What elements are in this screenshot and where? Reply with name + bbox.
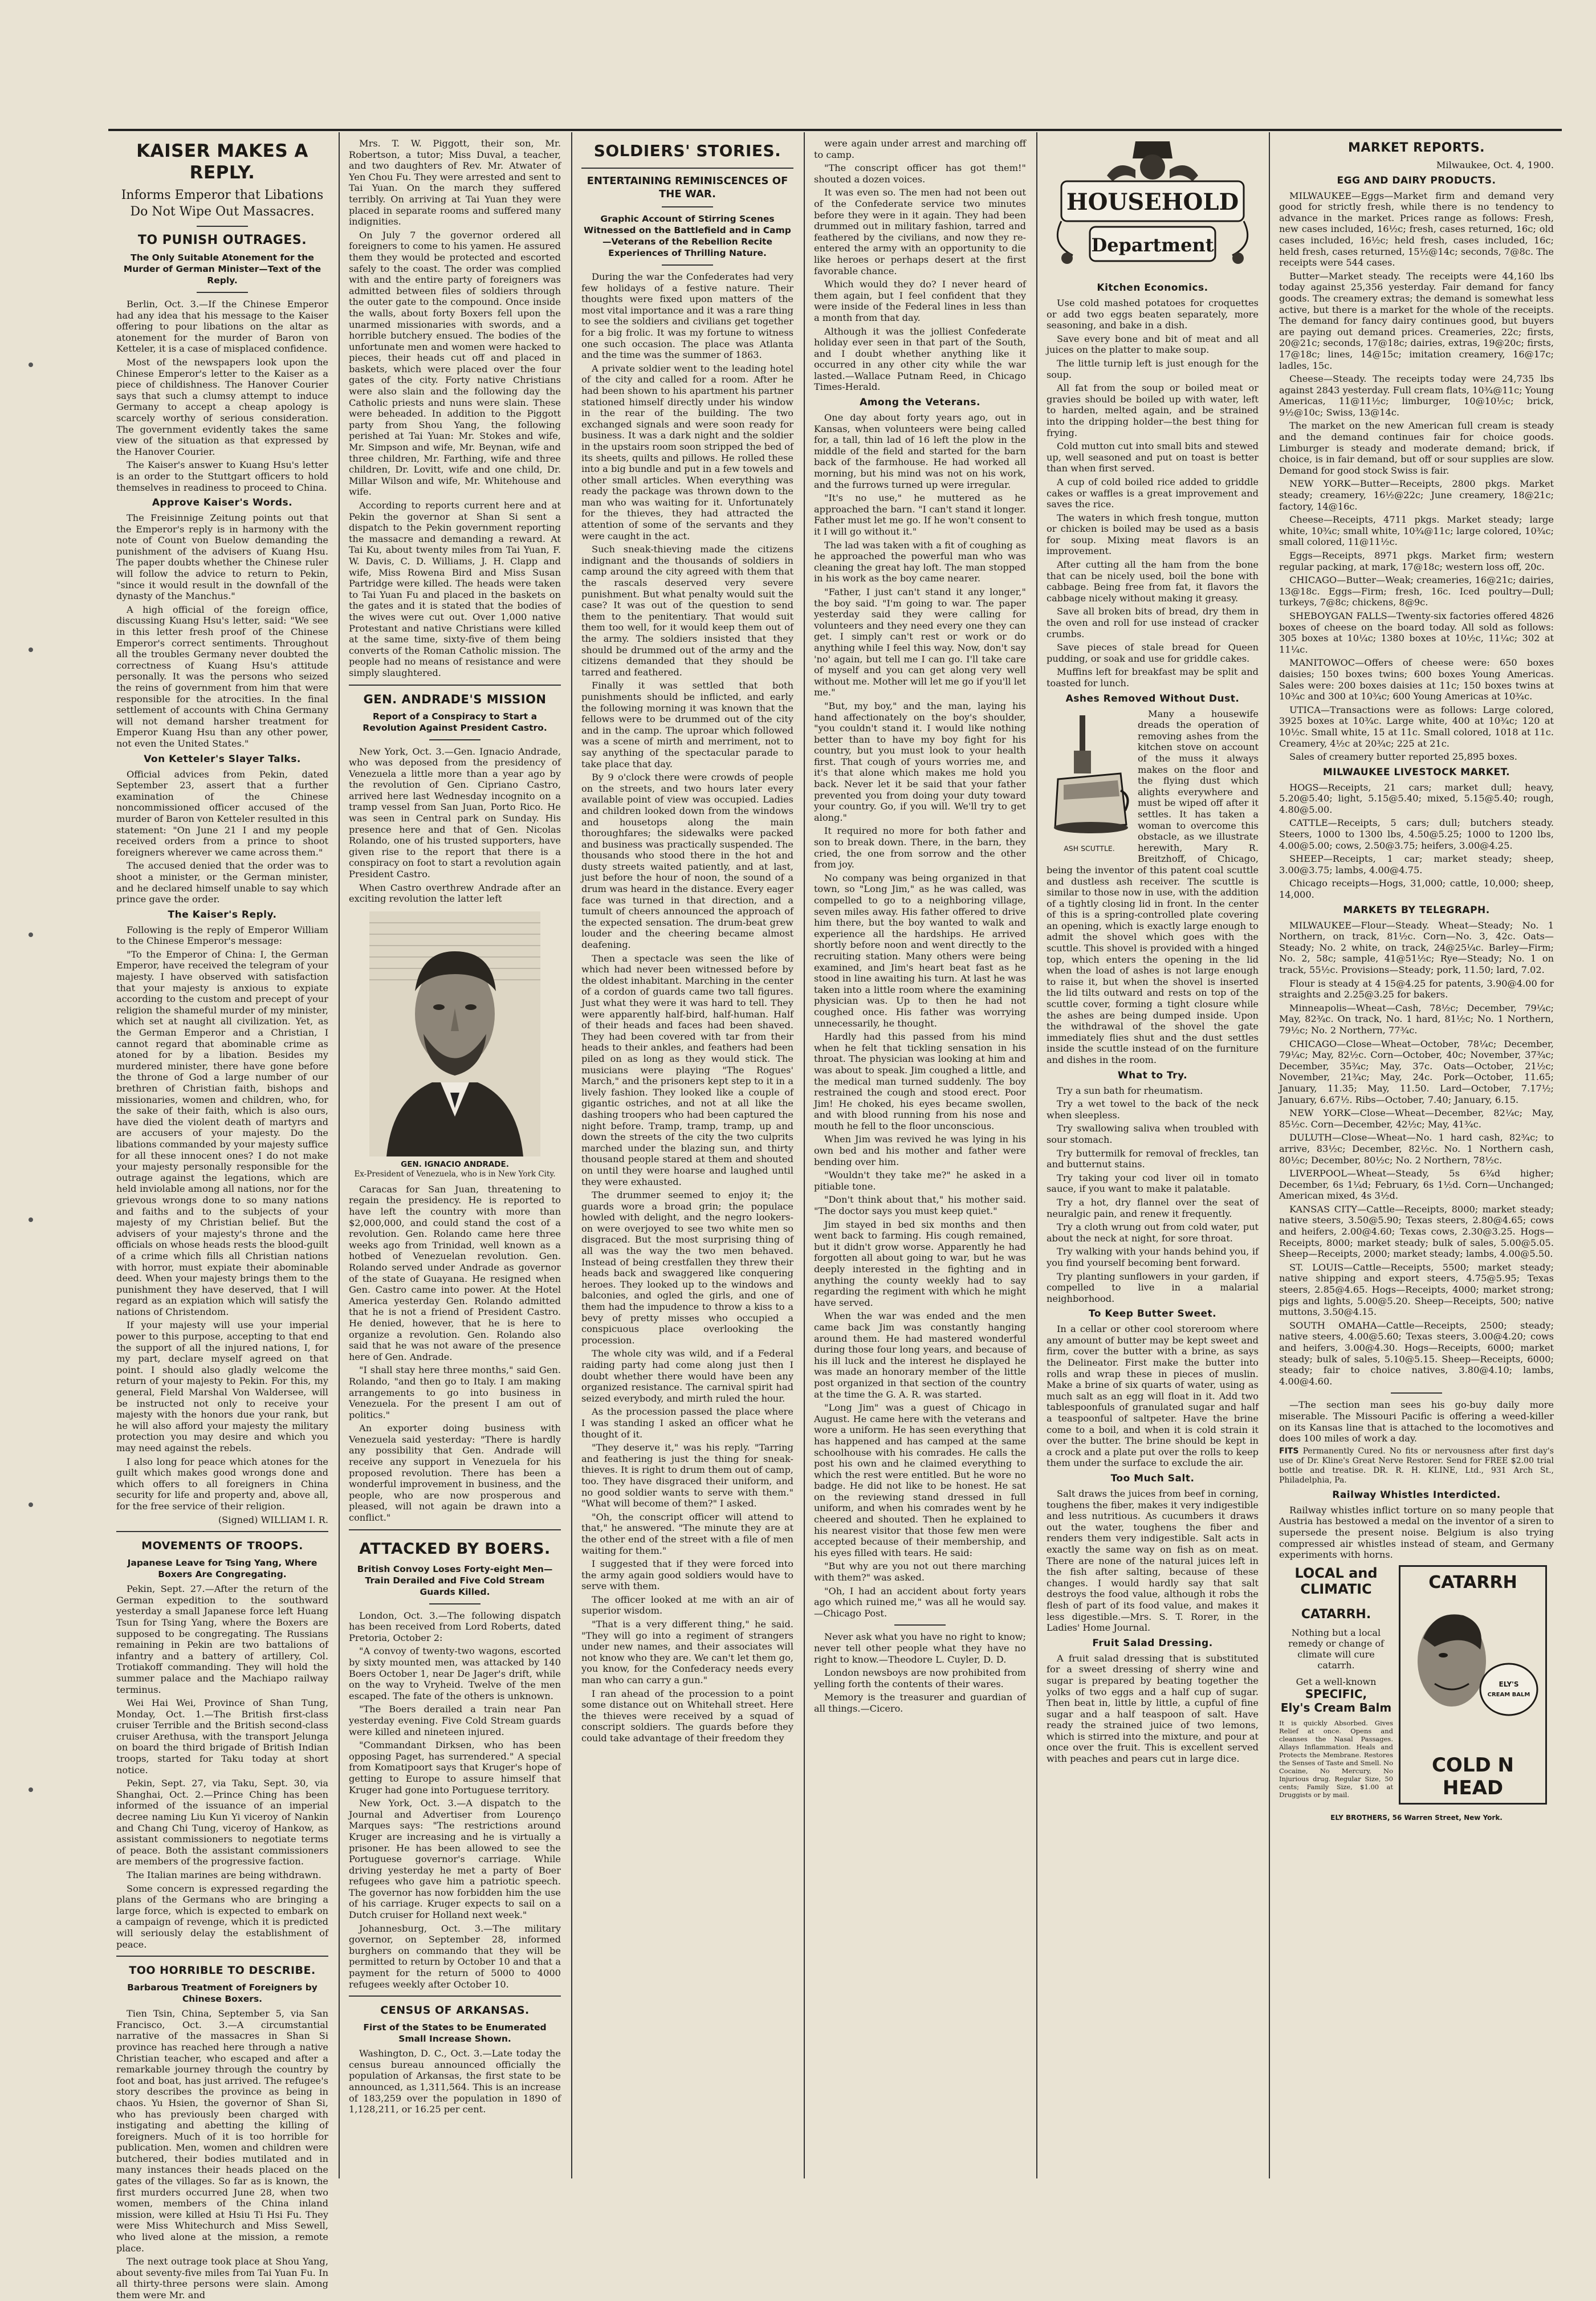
deck-census: First of the States to be Enumerated Small Increase Shown. bbox=[363, 2022, 547, 2045]
headline-boers: ATTACKED BY BOERS. bbox=[359, 1540, 551, 1558]
banner-punish: TO PUNISH OUTRAGES. bbox=[137, 233, 307, 247]
subhead-egg-dairy: EGG AND DAIRY PRODUCTS. bbox=[1337, 174, 1496, 186]
market-paragraph: SOUTH OMAHA—Cattle—Receipts, 2500; steady; native steers, 4.00@5.60; Texas steers, 3.00@4.20; cows and heifers, 3.00@4.30. Hogs—Receipts, 6000; market steady; bulk of sales, 5.10@5.15. Sheep—Receipts, 6000; steady; fair to choice natives, 3.80@4.10; lambs, 4.00@4.60. bbox=[1279, 1319, 1554, 1387]
market-paragraph: HOGS—Receipts, 21 cars; market dull; heavy, 5.20@5.40; light, 5.15@5.40; mixed, 5.15@5.40; rough, 4.80@5.00. bbox=[1279, 781, 1554, 815]
column-6 bbox=[1271, 132, 1562, 2178]
face-jar-illustration bbox=[1400, 1593, 1545, 1746]
paragraph: All fat from the soup or boiled meat or gravies should be boiled up with water, left to harden, melted again, and be strained into the dripping holder—the best thing for frying. bbox=[1047, 382, 1259, 438]
deck-troops: Japanese Leave for Tsing Yang, Where Boxers Are Congregating. bbox=[127, 1558, 317, 1580]
paragraph: "Father, I just can't stand it any longer," the boy said. "I'm going to war. The paper yesterday said they were calling for volunteers and they need every one they can get. I simply can't rest or work or do anything while I feel this way. Now, don't say 'no' again, but tell me I can go. I'll take care of myself and you can get along very well without me. Mother will let me go if you'll let me." bbox=[814, 586, 1026, 698]
try-item: Try a sun bath for rheumatism. bbox=[1057, 1085, 1203, 1096]
column-rule bbox=[804, 132, 805, 2178]
paragraph: "The Boers derailed a train near Pan yesterday evening. Five Cold Stream guards were killed and nineteen injured. bbox=[349, 1704, 561, 1737]
divider bbox=[429, 1603, 481, 1604]
paragraph: I also long for peace which atones for the guilt which makes good wrongs done and which offers to all foreigners in China security for life and property and, above all, for the free service of their religion. bbox=[116, 1456, 328, 1512]
paragraph: Many a housewife dreads the operation of removing ashes from the kitchen stove on account of the muss it always makes on the floor and the flying dust which alights everywhere and must be wiped off after it settles. It has taken a woman to overcome this obstacle, as we illustrate herewith, Mary R. Breitzhoff, of Chicago, being the inventor of this patent coal scuttle and dustless ash receiver. The scuttle is similar to those now in use, with the addition of a tightly closing lid in front. In the center of this is a spring-controlled plate covering an opening, which is exactly large enough to admit the shovel which goes with the scuttle. This shovel is provided with a hinged top, which enters the opening in the lid when the load of ashes is not large enough to raise it, but when the shovel is inserted the lid tilts outward and rests on top of the scuttle cover, forming a tight closure while the ashes are being dumped inside. Upon the withdrawal of the shovel the gate immediately flies shut and the dust settles inside the scuttle instead of on the furniture and dishes in the room. bbox=[1047, 708, 1259, 1065]
headline-fruit-salad: Fruit Salad Dressing. bbox=[1092, 1637, 1213, 1649]
paragraph: The officer looked at me with an air of superior wisdom. bbox=[581, 1594, 793, 1616]
household-department-logo bbox=[1050, 136, 1255, 278]
market-paragraph: Cheese—Receipts, 4711 pkgs. Market steady; large white, 10¾c; small white, 10¾@11c; large colored, 10¾c; small colored, 11@11½c. bbox=[1279, 514, 1554, 548]
try-item: Try buttermilk for removal of freckles, tan and butternut stains. bbox=[1047, 1147, 1259, 1170]
paragraph: Muffins left for breakfast may be split and toasted for lunch. bbox=[1047, 666, 1259, 689]
paragraph: The whole city was wild, and if a Federal raiding party had come along just then I doubt whether there would have been any organized resistance. The carnival spirit had seized everybody, and mirth ruled the hour. bbox=[581, 1348, 793, 1404]
top-rule bbox=[108, 129, 1562, 131]
headline-what-to-try: What to Try. bbox=[1117, 1069, 1188, 1081]
market-paragraph: CATTLE—Receipts, 5 cars; dull; butchers steady. Steers, 1000 to 1300 lbs, 4.50@5.25; 1000 to 1200 lbs, 4.00@5.00; cows, 2.50@3.75; heifers, 3.00@4.25. bbox=[1279, 817, 1554, 851]
paragraph: Pekin, Sept. 27.—After the return of the German expedition to the southward yesterday a small Japanese force left Huang Tsun for Tsing Yang, where the Boxers are supposed to be congregating. The Russians remaining in Pekin are two battalions of infantry and a battery of artillery, Col. Trotiakoff commanding. They will hold the summer palace and the Machiapo railway terminus. bbox=[116, 1583, 328, 1695]
paragraph: The Kaiser's answer to Kuang Hsu's letter is an order to the Stuttgart officers to hold themselves in readiness to proceed to China. bbox=[116, 459, 328, 493]
scuttle-caption: ASH SCUTTLE. bbox=[1064, 844, 1115, 853]
column-rule bbox=[571, 132, 572, 2178]
paragraph: New York, Oct. 3.—A dispatch to the Journal and Advertiser from Lourenço Marques says: "The restrictions around Kruger are increasing and he is virtually a prisoner. He has been allowed to see the Portuguese governor's carriage. While driving yesterday he met a party of Boer refugees who gave him a patriotic speech. The governor has now forbidden him the use of his carriage. Kruger expects to sail on a Dutch cruiser for Holland next week." bbox=[349, 1798, 561, 1921]
paragraph: The little turnip left is just enough for the soup. bbox=[1047, 357, 1259, 380]
paragraph: When Castro overthrew Andrade after an exciting revolution the latter left bbox=[349, 882, 561, 905]
paragraph: A cup of cold boiled rice added to griddle cakes or waffles is a great improvement and saves the rice. bbox=[1047, 476, 1259, 510]
paragraph: A high official of the foreign office, discussing Kuang Hsu's letter, said: "We see in this letter fresh proof of the Chinese Emperor's correct sentiments. Throughout all the troubles Germany never doubted the correctness of Kuang Hsu's attitude personally. It was the persons who seized the reins of government from him that were responsible for the atrocities. In the final settlement of accounts with China Germany will not demand harsher treatment for Emperor Kuang Hsu than any other power, not even the United States." bbox=[116, 604, 328, 749]
market-paragraph: SHEBOYGAN FALLS—Twenty-six factories offered 4826 boxes of cheese on the board today. All sold as follows: 305 boxes at 10¼c; 1380 boxes at 10½c, 11¼c; 302 at 11¼c. bbox=[1279, 610, 1554, 655]
paragraph: By 9 o'clock there were crowds of people on the streets, and two hours later every available point of view was occupied. Ladies and children looked down from the windows and housetops along the main thoroughfares; the sidewalks were packed and business was practically suspended. The thousands who stood there in the hot and dusty streets waited patiently, and at last, just before the hour of noon, the sound of a drum was heard in the distance. Every eager face was turned in that direction, and a tumult of cheers announced the approach of the expected sensation. The drum-beat grew louder and the cheering became almost deafening. bbox=[581, 772, 793, 951]
paragraph: "Wouldn't they take me?" he asked in a pitiable tone. bbox=[814, 1170, 1026, 1192]
jar-label: CREAM BALM bbox=[1487, 1691, 1530, 1698]
market-paragraph: DULUTH—Close—Wheat—No. 1 hard cash, 82¾c; to arrive, 83½c; December, 82½c. No. 1 Northern cash, 80½c; December, 80½c; No. 2 Northern, 78½c. bbox=[1279, 1132, 1554, 1166]
paragraph: It was even so. The men had not been out of the Confederate service two minutes before they were in it again. They had been drummed out in military fashion, tarred and feathered by the civilians, and now they re-entered the army with an opportunity to die like heroes or perhaps desert at the first favorable chance. bbox=[814, 187, 1026, 276]
paragraph: "Long Jim" was a guest of Chicago in August. He came here with the veterans and wore a uniform. He has seen everything that has happened and has camped at the same schoolhouse with his comrades. He calls the post his own and he claimed everything to which the rest were entitled. But he wore no badge. He did not like to be honest. He sat on the reviewing stand dressed in full uniform, and when his comrades went by he cheered and shouted. Then he explained to his nearest visitor that those few men were accepted because of their membership, and his eyes filled with tears. He said: bbox=[814, 1402, 1026, 1558]
deck-andrade: Report of a Conspiracy to Start a Revolution Against President Castro. bbox=[363, 711, 547, 733]
paragraph: "Oh, the conscript officer will attend to that," he answered. "The minute they are at the other end of the street with a file of men waiting for them." bbox=[581, 1511, 793, 1556]
market-paragraph: MILWAUKEE—Flour—Steady. Wheat—Steady; No. 1 Northern, on track, 81½c. Corn—No. 3, 42c. Oats—Steady; No. 2 white, on track, 24@25¼c. Barley—Firm; No. 2, 58c; sample, 41@51½c; Rye—Steady; No. 1 on track, 55½c. Provisions—Steady; pork, 11.50; lard, 7.02. bbox=[1279, 919, 1554, 975]
paragraph: I suggested that if they were forced into the army again good soldiers would have to serve with them. bbox=[581, 1558, 793, 1592]
paragraph: After cutting all the ham from the bone that can be nicely used, boil the bone with cabbage. Being free from fat, it flavors the cabbage nicely without making it greasy. bbox=[1047, 559, 1259, 604]
paragraph: One day about forty years ago, out in Kansas, when volunteers were being called for, a tall, thin lad of 16 left the plow in the middle of the field and started for the barn back of the farmhouse. He had worked all morning, but his mind was not on his work, and the furrows turned up were irregular. bbox=[814, 412, 1026, 490]
market-paragraph: UTICA—Transactions were as follows: Large colored, 3925 boxes at 10¾c. Large white, 400 at 10¾c; 120 at 10½c. Small white, 15 at 11c. Small colored, 1018 at 11c. Creamery, 4½c at 20¾c; 225 at 21c. bbox=[1279, 704, 1554, 749]
paragraph: Johannesburg, Oct. 3.—The military governor, on September 28, informed burghers on commando that they will be permitted to return by October 10 and that a payment for the return of 5000 to 4000 refugees weekly after October 10. bbox=[349, 1923, 561, 1990]
market-paragraph: ST. LOUIS—Cattle—Receipts, 5500; market steady; native shipping and export steers, 4.75@5.95; Texas steers, 2.85@4.65. Hogs—Receipts, 4000; market strong; pigs and lights, 5.00@5.20. Sheep—Receipts, 500; native muttons, 3.50@4.15. bbox=[1279, 1261, 1554, 1318]
paragraph: A private soldier went to the leading hotel of the city and called for a room. After he had been shown to his apartment his partner stationed himself directly under his window in the rear of the building. The two exchanged signals and were soon ready for business. It was a dark night and the soldier in the upstairs room soon stripped the bed of its sheets, quilts and pillows. He rolled these into a big bundle and put in a few towels and other small articles. When everything was ready the package was thrown down to the man who was waiting for it. Unfortunately for the thieves, they had attracted the attention of some of the servants and they were caught in the act. bbox=[581, 363, 793, 541]
headline-troops: MOVEMENTS OF TROOPS. bbox=[141, 1540, 303, 1553]
market-paragraph: LIVERPOOL—Wheat—Steady, 5s 6¾d higher; December, 6s 1¼d; February, 6s 1½d. Corn—Unchanged; American mixed, 4s 3½d. bbox=[1279, 1168, 1554, 1202]
paragraph: When the war was ended and the men came back Jim was constantly hanging around them. He had mastered wonderful during those four long years, and because of his ill luck and the interest he displayed he was made an honorary member of the little post organized in that section of the country at the time the G. A. R. was started. bbox=[814, 1310, 1026, 1400]
market-dateline: Milwaukee, Oct. 4, 1900. bbox=[1436, 160, 1554, 170]
market-paragraph: NEW YORK—Close—Wheat—December, 82¼c; May, 85½c. Corn—December, 42½c; May, 41¾c. bbox=[1279, 1107, 1554, 1130]
deck-soldiers-2: Graphic Account of Stirring Scenes Witnessed on the Battlefield and in Camp—Veterans of the Rebellion Recite Experiences of Thrilling Nature. bbox=[584, 214, 791, 258]
divider bbox=[662, 264, 713, 266]
divider bbox=[116, 1531, 328, 1532]
try-item: Try a cloth wrung out from cold water, put about the neck at night, for sore throat. bbox=[1047, 1221, 1259, 1244]
headline-ashes: Ashes Removed Without Dust. bbox=[1065, 693, 1240, 704]
paragraph: It required no more for both father and son to break down. There, in the barn, they cried, the one from sorrow and the other from joy. bbox=[814, 825, 1026, 870]
paragraph: Caracas for San Juan, threatening to regain the presidency. He is reported to have left the country with more than $2,000,000, and could stand the cost of a revolution. Gen. Rolando came here three weeks ago from Trinidad, well known as a hotbed of Venezuelan revolution. Gen. Rolando served under Andrade as governor of the state of Guayana. He resigned when Gen. Castro came into power. At the Hotel America yesterday Gen. Rolando admitted that he is not a friend of President Castro. He denied, however, that he is here to organize a revolution. Gen. Rolando also said that he was not aware of the presence here of Gen. Andrade. bbox=[349, 1183, 561, 1362]
paragraph: Although it was the jolliest Confederate holiday ever seen in that part of the South, and I doubt whether anything like it occurred in any other city while the war lasted.—Wallace Putnam Reed, in Chicago Times-Herald. bbox=[814, 325, 1026, 393]
divider bbox=[662, 206, 713, 207]
fits-advertisement bbox=[1279, 1447, 1554, 1485]
divider bbox=[197, 226, 248, 227]
paragraph: Most of the newspapers look upon the Chinese Emperor's letter to the Kaiser as a piece of childishness. The Hanover Courier says that such a clumsy attempt to induce Germany to accept a cheap apology is scarcely worthy of serious consideration. The government evidently takes the same view of the situation as that expressed by the Hanover Courier. bbox=[116, 356, 328, 457]
ad-box-cold-in-head: COLD N HEAD bbox=[1431, 1753, 1514, 1799]
paragraph: According to reports current here and at Pekin the governor at Shan Si sent a dispatch to the Pekin government reporting the massacre and demanding a reward. At Tai Ku, about twenty miles from Tai Yuan, F. W. Davis, C. D. Williams, J. H. Clapp and wife, Miss Rowena Bird and Miss Susan Partridge were killed. The heads were taken to Tai Yuan Fu and placed in the baskets on the gates and it is stated that the bodies of the wives were cut out. Over 1,000 native Protestant and native Christians were killed at the same time, sixty-five of them being converts of the Roman Catholic mission. The people had no means of resistance and were simply slaughtered. bbox=[349, 500, 561, 678]
paragraph: "It's no use," he muttered as he approached the barn. "I can't stand it longer. Father must let me go. If he won't consent to it I will go without it." bbox=[814, 492, 1026, 537]
try-item: Try walking with your hands behind you, if you find yourself becoming bent forward. bbox=[1047, 1246, 1259, 1268]
subhead: Von Ketteler's Slayer Talks. bbox=[144, 753, 301, 765]
catarrh-ad-text bbox=[1279, 1565, 1393, 1799]
paragraph: Use cold mashed potatoes for croquettes or add two eggs beaten separately, more seasoning, and bake in a dish. bbox=[1047, 298, 1259, 331]
paragraph: "A convoy of twenty-two wagons, escorted by sixty mounted men, was attacked by 140 Boers October 1, near De Jager's drift, while on the way to Vryheid. Twelve of the men escaped. The fate of the others is unknown. bbox=[349, 1646, 561, 1701]
paragraph: London newsboys are now prohibited from yelling forth the contents of their wares. bbox=[814, 1667, 1026, 1689]
try-item: Try a hot, dry flannel over the seat of neuralgic pain, and renew it frequently. bbox=[1047, 1196, 1259, 1219]
divider bbox=[349, 1529, 561, 1530]
market-paragraph: Flour is steady at 4 15@4.25 for patents, 3.90@4.00 for straights and 2.25@3.25 for bakers. bbox=[1279, 978, 1554, 1000]
paragraph: were again under arrest and marching off to camp. bbox=[814, 138, 1026, 160]
paragraph: Some concern is expressed regarding the plans of the Germans who are bringing a large force, which is expected to embark on a campaign of revenge, which it is predicted will seriously delay the establishment of peace. bbox=[116, 1883, 328, 1950]
fits-text: Permanently Cured. No fits or nervousness after first day's use of Dr. Kline's Great Nerve Restorer. Send for FREE $2.00 trial bottle and treatise. DR. R. H. KLINE, Ltd., 931 Arch St., Philadelphia, Pa. bbox=[1279, 1446, 1554, 1485]
paragraph: If your majesty will use your imperial power to this purpose, accepting to that end the support of all the injured nations, I, for my part, declare myself agreed on that point. I should also gladly welcome the return of your majesty to Pekin. For this, my general, Field Marshal Von Waldersee, will be instructed not only to receive your majesty with the honors due your rank, but he will also afford your majesty the military protection you may desire and which you may need against the rebels. bbox=[116, 1319, 328, 1453]
deck-horrible: Barbarous Treatment of Foreigners by Chinese Boxers. bbox=[127, 1982, 317, 2005]
headline-kaiser: KAISER MAKES A REPLY. bbox=[136, 141, 308, 183]
paragraph: A fruit salad dressing that is substituted for a sweet dressing of sherry wine and sugar is prepared by beating together the yolks of two eggs and a half cup of sugar. Then beat in, little by little, a cupful of fine sugar and a half teaspoon of salt. Have ready the strained juice of two lemons, which is stirred into the mixture, and pour at once over the fruit. This is excellent served with peaches and pears cut in large dice. bbox=[1047, 1652, 1259, 1765]
market-paragraph: CHICAGO—Butter—Weak; creameries, 16@21c; dairies, 13@18c. Eggs—Firm; fresh, 16c. Iced poultry—Dull; turkeys, 7@8c; chickens, 8@9c. bbox=[1279, 575, 1554, 608]
paragraph: Cold mutton cut into small bits and stewed up, well seasoned and put on toast is better than when first served. bbox=[1047, 441, 1259, 474]
column-4 bbox=[806, 132, 1034, 2178]
column-3 bbox=[573, 132, 801, 2178]
market-paragraph: The market on the new American full cream is steady and the demand continues fair for choice goods. Limburger is steady and moderate demand; brick, if choice, is in fair demand, but off or sour supplies are slow. Demand for good stock Swiss is fair. bbox=[1279, 420, 1554, 476]
divider bbox=[1391, 1392, 1442, 1394]
paragraph: No company was being organized in that town, so "Long Jim," as he was called, was compelled to go to a neighboring village, seven miles away. His father offered to drive him there, but the boy wanted to walk and experience all the hardships. He arrived shortly before noon and went directly to the recruiting station. Many others were being examined, and Jim's heart beat fast as he stood in line awaiting his turn. At last he was taken into a little room where the examining physician was. Up to then he had not coughed once. His father was worrying unnecessarily, he thought. bbox=[814, 872, 1026, 1029]
paragraph: Official advices from Pekin, dated September 23, assert that a further examination of the Chinese noncommissioned officer accused of the murder of Baron von Ketteler resulted in this statement: "On June 21 I and my people received orders from a prince to shoot foreigners wherever we came across them." bbox=[116, 768, 328, 858]
headline-salt: Too Much Salt. bbox=[1110, 1473, 1195, 1484]
ash-scuttle-icon bbox=[1047, 711, 1132, 842]
ad-description: It is quickly Absorbed. Gives Relief at once. Opens and cleanses the Nasal Passages. Allays Inflammation. Heals and Protects the Membrane. Restores the Senses of Taste and Smell. No Cocaine, No Mercury, No Injurious drug. Regular Size, 50 cents; Family Size, $1.00 at Druggists or by mail. bbox=[1279, 1718, 1393, 1799]
paragraph: During the war the Confederates had very few holidays of a festive nature. Their thoughts were fixed upon matters of the most vital importance and it was a rare thing to see the soldiers and civilians get together for a big frolic. It was my fortune to witness one such occasion. The place was Atlanta and the time was the summer of 1863. bbox=[581, 271, 793, 361]
market-paragraph: NEW YORK—Butter—Receipts, 2800 pkgs. Market steady; creamery, 16½@22c; June creamery, 18@21c; factory, 14@16c. bbox=[1279, 478, 1554, 512]
headline-market-reports: MARKET REPORTS. bbox=[1347, 141, 1485, 155]
paragraph: Then a spectacle was seen the like of which had never been witnessed before by the oldest inhabitant. Marching in the center of a cordon of guards came two tall figures. Just what they were it was hard to tell. They were apparently half-bird, half-human. Half of their heads and faces had been shaved. They had been covered with tar from their heads to their ankles, and feathers had been piled on as long as they would stick. The musicians were playing "The Rogues' March," and the prisoners kept step to it in a lively fashion. They looked like a couple of gigantic ostriches, and not at all like the dashing troopers who had been captured the night before. Tramp, tramp, tramp, up and down the streets of the city the two culprits marched under the blazing sun, and thirty thousand people stared at them and shouted on until they were hoarse and laughed until they were exhausted. bbox=[581, 952, 793, 1187]
fits-title: FITS bbox=[1279, 1446, 1299, 1456]
column-rule bbox=[1036, 132, 1037, 2178]
paragraph: Which would they do? I never heard of them again, but I feel confident that they were inside of the Federal lines in less than a month from that day. bbox=[814, 279, 1026, 323]
paragraph: The accused denied that the order was to shoot a minister, or the German minister, and he declared himself unable to say which prince gave the order. bbox=[116, 860, 328, 905]
paragraph: An exporter doing business with Venezuela said yesterday: "There is hardly any possibility that Gen. Andrade will receive any support in Venezuela for his proposed revolution. There has been a wonderful improvement in business, and the people, who are now prosperous and pleased, will not again be drawn into a conflict." bbox=[349, 1423, 561, 1524]
paragraph: The lad was taken with a fit of coughing as he approached the powerful man who was cleaning the great hay loft. The man stopped in his work as the boy came nearer. bbox=[814, 539, 1026, 584]
headline-horrible: TOO HORRIBLE TO DESCRIBE. bbox=[129, 1964, 316, 1977]
paragraph: Such sneak-thieving made the citizens indignant and the thousands of soldiers in camp around the city agreed with them that the rascals deserved very severe punishment. But what penalty would suit the case? It was out of the question to send them to the penitentiary. That would suit them too well, for it would keep them out of the army. The soldiers insisted that they should be drummed out of the army and the citizens demanded that they should be tarred and feathered. bbox=[581, 544, 793, 678]
ash-scuttle-article bbox=[1047, 708, 1259, 1066]
column-2 bbox=[341, 132, 569, 2178]
paragraph: On July 7 the governor ordered all foreigners to come to his yamen. He assured them they would be protected and escorted safely to the coast. The order was complied with and the entire party of foreigners was admitted between files of soldiers through the outer gate to the compound. Once inside the walls, about forty Boxers fell upon the unarmed missionaries with swords, and a horrible butchery ensued. The bodies of the unfortunate men and women were hacked to pieces, their heads cut off and placed in baskets, which were placed over the four gates of the city. Forty native Christians were also slain and the following day the Catholic priests and nuns were slain. These were beheaded. In addition to the Piggott party from Shou Yang, the following perished at Tai Yuan: Mr. Stokes and wife, Mr. Simpson and wife, Mr. Beynan, wife and three children, Mr. Farthing, wife and three children, Dr. Lovitt, wife and one child, Dr. Millar Wilson and wife, Mr. Whitehouse and wife. bbox=[349, 229, 561, 498]
andrade-portrait-engraving bbox=[369, 911, 540, 1156]
paragraph: New York, Oct. 3.—Gen. Ignacio Andrade, who was deposed from the presidency of Venezuela a little more than a year ago by the revolution of Gen. Cipriano Castro, arrived here last Wednesday incognito on a tramp vessel from San Juan, Porto Rico. He was seen in Central park on Sunday. His presence here and that of Gen. Nicolas Rolando, one of his trusted supporters, have given rise to the report that there is a conspiracy on foot to start a revolution again President Castro. bbox=[349, 746, 561, 880]
headline-andrade: GEN. ANDRADE'S MISSION bbox=[363, 692, 547, 706]
paragraph: "Commandant Dirksen, who has been opposing Paget, has surrendered." A special from Komatipoort says that Kruger's hope of getting to Europe to assure himself that Kruger had gone into Portuguese territory. bbox=[349, 1740, 561, 1795]
paragraph: "I shall stay here three months," said Gen. Rolando, "and then go to Italy. I am making arrangements to go into business in Venezuela. For the present I am out of politics." bbox=[349, 1365, 561, 1420]
market-paragraph: Chicago receipts—Hogs, 31,000; cattle, 10,000; sheep, 14,000. bbox=[1279, 878, 1554, 901]
paragraph: "That is a very different thing," he said. "They will go into a regiment of strangers under new names, and their associates will not know who they are. We can't let them go, you know, for the Confederacy needs every man who can carry a gun." bbox=[581, 1619, 793, 1686]
try-item: Try taking your cod liver oil in tomato sauce, if you want to make it palatable. bbox=[1047, 1172, 1259, 1195]
subhead-livestock: MILWAUKEE LIVESTOCK MARKET. bbox=[1322, 766, 1510, 778]
try-item: Try planting sunflowers in your garden, if compelled to live in a malarial neighborhood. bbox=[1047, 1270, 1259, 1304]
paragraph: "Oh, I had an accident about forty years ago which ruined me," was all he would say.—Chicago Post. bbox=[814, 1585, 1026, 1619]
paragraph: Tien Tsin, China, September 5, via San Francisco, Oct. 3.—A circumstantial narrative of the massacres in Shan Si province has reached here through a native Christian teacher, who escaped and after a remarkable journey through the country by foot and boat, has just arrived. The refugee's story describes the province as being in chaos. Yu Hsien, the governor of Shan Si, who has previously been charged with instigating and abetting the killing of foreigners. Much of it is too horrible for publication. Men, women and children were butchered, their bodies mutilated and in many instances their heads placed on the gates of the villages. So far as is known, the first murders occurred June 28, when two women, members of the China inland mission, were killed at Hsiu Ti Hsi Fu. They were Miss Whitechurch and Miss Sewell, who lived alone at the mission, a remote place. bbox=[116, 2008, 328, 2254]
column-rule bbox=[1269, 132, 1270, 2178]
paragraph: The next outrage took place at Shou Yang, about seventy-five miles from Tai Yuan Fu. In all thirty-three persons were slain. Among them were Mr. and bbox=[116, 2256, 328, 2300]
portrait-caption-sub: Ex-President of Venezuela, who is in New York City. bbox=[354, 1169, 556, 1179]
divider bbox=[349, 1995, 561, 1997]
paragraph: Hardly had this passed from his mind when he felt that tickling sensation in his throat. The physician was looking at him and was about to speak. Jim coughed a little, and the medical man turned suddenly. The boy restrained the cough and stood erect. Poor Jim! He choked, his eyes became swollen, and with blood running from his nose and mouth he fell to the floor unconscious. bbox=[814, 1031, 1026, 1131]
paragraph: Pekin, Sept. 27, via Taku, Sept. 30, via Shanghai, Oct. 2.—Prince Ching has been informed of the issuance of an imperial decree naming Liu Kun Yi viceroy of Nankin and Chang Chi Tung, viceroy of Hankow, as assistant commissioners to negotiate terms of peace. Both the assistant commissioners are members of the progressive faction. bbox=[116, 1778, 328, 1867]
paragraph: Salt draws the juices from beef in corning, toughens the fiber, makes it very indigestible and less nutritious. As cucumbers it draws out the water, toughens the fiber and renders them very indigestible. Salt acts in exactly the same way on fish as on meat. There are none of the natural juices left in the fish after salting, because of these changes. I would hardly say that salt destroys the food value, although it robs the flesh of part of its food value, and makes it less digestible.—Mrs. S. T. Rorer, in the Ladies' Home Journal. bbox=[1047, 1488, 1259, 1634]
paragraph: I ran ahead of the procession to a point some distance out on Whitehall street. Here the thieves were received by a squad of conscript soldiers. The guards before they could take advantage of their freedom they bbox=[581, 1688, 793, 1744]
paragraph: When Jim was revived he was lying in his own bed and his mother and father were bending over him. bbox=[814, 1134, 1026, 1167]
paragraph: Railway whistles inflict torture on so many people that Austria has bestowed a medal on the inventor of a siren to supersede the present noise. Belgium is also trying compressed air whistles instead of steam, and Germany experiments with horns. bbox=[1279, 1504, 1554, 1561]
catarrh-ad-box bbox=[1399, 1565, 1547, 1805]
market-paragraph: Butter—Market steady. The receipts were 44,160 lbs today against 25,356 yesterday. Fair demand for fancy goods. The creamery extras; the demand is somewhat less active, but there is a market for the whole of the receipts. The demand for fancy dairy continues good, but buyers are paying out demand prices. Creameries, 22c; firsts, 20@21c; seconds, 17@18c; dairies, extras, 19@20c; firsts, 17@18c; lines, 14@15c; imitation creamery, 16@17c; ladles, 15c. bbox=[1279, 270, 1554, 371]
market-paragraph: Sales of creamery butter reported 25,895 boxes. bbox=[1289, 751, 1517, 763]
divider bbox=[894, 1624, 946, 1626]
divider bbox=[197, 292, 248, 293]
subhead: Among the Veterans. bbox=[860, 397, 980, 409]
paragraph: Finally it was settled that both punishments should be inflicted, and early the following morning it was known that the fellows were to be drummed out of the city and in the camp. The uproar which followed was a scene of mirth and merriment, not to say anything of the spectacular parade to take place that day. bbox=[581, 680, 793, 769]
subhead-telegraph: MARKETS BY TELEGRAPH. bbox=[1343, 904, 1490, 916]
deck-soldiers: ENTERTAINING REMINISCENCES OF THE WAR. bbox=[587, 175, 788, 200]
portrait-caption: GEN. IGNACIO ANDRADE. bbox=[401, 1159, 509, 1169]
divider bbox=[429, 739, 481, 740]
paragraph: Mrs. T. W. Piggott, their son, Mr. Robertson, a tutor; Miss Duval, a teacher, and two daughters of Rev. Mr. Atwater of Yen Chou Fu. They were arrested and sent to Tai Yuan. On the march they suffered terribly. On arriving at Tai Yuan they were placed in separate rooms and suffered many indignities. bbox=[349, 138, 561, 227]
divider bbox=[116, 1956, 328, 1957]
paragraph: "But, my boy," and the man, laying his hand affectionately on the boy's shoulder, "you couldn't stand it. I would like nothing better than to have my boy fight for his country, but you must look to your health first. That cough of yours worries me, and it's that alone which makes me hold you back. Never let it be said that your father prevented you from doing your duty toward your country. Go, if you will. We'll try to get along." bbox=[814, 700, 1026, 823]
jar-label: ELY'S bbox=[1499, 1680, 1519, 1688]
paragraph: The waters in which fresh tongue, mutton or chicken is boiled may be used as a basis for soup. Mixing meat flavors is an improvement. bbox=[1047, 512, 1259, 557]
market-paragraph: Eggs—Receipts, 8971 pkgs. Market firm; western regular packing, at mark, 17@18c; western loss off, 20c. bbox=[1279, 550, 1554, 572]
divider bbox=[349, 685, 561, 686]
market-paragraph: CHICAGO—Close—Wheat—October, 78¼c; December, 79¼c; May, 82½c. Corn—October, 40c; November, 37¾c; December, 35¾c; May, 37c. Oats—October, 21½c; November, 21¾c; May, 24c. Pork—October, 11.65; January, 11.35; May, 11.50. Lard—October, 7.17½; January, 6.67½. Ribs—October, 7.40; January, 6.15. bbox=[1279, 1038, 1554, 1105]
paragraph: Save every bone and bit of meat and all juices on the platter to make soup. bbox=[1047, 333, 1259, 356]
ad-brand: Ely's Cream Balm bbox=[1280, 1700, 1392, 1714]
paragraph: "They deserve it," was his reply. "Tarring and feathering is just the thing for sneak-thieves. It is right to drum them out of camp, too. They have disgraced their uniform, and no good soldier wants to serve with them." "What will become of them?" I asked. bbox=[581, 1442, 793, 1509]
subhead: The Kaiser's Reply. bbox=[168, 909, 277, 921]
deck-kaiser: The Only Suitable Atonement for the Murder of German Minister—Text of the Reply. bbox=[123, 253, 321, 286]
catarrh-advertisement bbox=[1279, 1565, 1554, 1810]
headline-butter: To Keep Butter Sweet. bbox=[1088, 1308, 1217, 1320]
ad-nothing: Nothing but a local remedy or change of climate will cure catarrh. bbox=[1288, 1627, 1384, 1671]
headline-census: CENSUS OF ARKANSAS. bbox=[380, 2004, 530, 2017]
paragraph: "Don't think about that," his mother said. "The doctor says you must keep quiet." bbox=[814, 1194, 1026, 1217]
market-paragraph: MILWAUKEE—Eggs—Market firm and demand very good for strictly fresh, while there is no tendency to advance in the market. Prices range as follows: Fresh, new cases included, 16½c; fresh, cases returned, 16c; old cases included, 16½c; held fresh, cases included, 16c; held fresh, cases returned, 15½@14c; seconds, 7@8c. The receipts were 544 cases. bbox=[1279, 190, 1554, 268]
headline-soldiers: SOLDIERS' STORIES. bbox=[593, 141, 781, 160]
column-5 bbox=[1039, 132, 1267, 2178]
market-paragraph: MANITOWOC—Offers of cheese were: 650 boxes daisies; 150 boxes twins; 600 boxes Young Americas. Sales were: 200 boxes daisies at 11c; 150 boxes twins at 10¾c and 300 at 10¾c; 600 Young Americas at 10¾c. bbox=[1279, 657, 1554, 702]
paragraph: Jim stayed in bed six months and then went back to farming. His cough remained, but it didn't grow worse. Apparently he had forgotten all about going to war, but he was deeply interested in the fighting and in anything the county weekly had to say regarding the regiment with which he might have served. bbox=[814, 1219, 1026, 1308]
column-rule bbox=[339, 132, 340, 2178]
paragraph: Memory is the treasurer and guardian of all things.—Cicero. bbox=[814, 1692, 1026, 1714]
paragraph: The Freisinnige Zeitung points out that the Emperor's reply is in harmony with the note of Count von Buelow demanding the punishment of the advisers of Kuang Hsu. The paper doubts whether the Chinese ruler will follow the advice to return to Pekin, "since it would result in the downfall of the dynasty of the Manchus." bbox=[116, 512, 328, 602]
ad-footer: ELY BROTHERS, 56 Warren Street, New York. bbox=[1330, 1813, 1503, 1822]
paragraph: "But why are you not out there marching with them?" was asked. bbox=[814, 1561, 1026, 1583]
market-paragraph: Minneapolis—Wheat—Cash, 78½c; December, 79¼c; May, 82¾c. On track, No. 1 hard, 81½c; No. 1 Northern, 79½c; No. 2 Northern, 77¾c. bbox=[1279, 1002, 1554, 1036]
paragraph: Save pieces of stale bread for Queen pudding, or soak and use for griddle cakes. bbox=[1047, 642, 1259, 664]
ad-specific: SPECIFIC, bbox=[1305, 1687, 1367, 1701]
paragraph: The drummer seemed to enjoy it; the guards wore a broad grin; the populace howled with delight, and the negro lookers-on were overjoyed to see two white men so disgraced. But the most surprising thing of all was the way the two men behaved. Instead of being crestfallen they threw their heads back and swaggered like conquering heroes. They looked up to the windows and balconies, and ogled the girls, and one of them had the impudence to throw a kiss to a bevy of pretty misses who occupied a conspicuous place overlooking the procession. bbox=[581, 1190, 793, 1346]
ad-catarrh: CATARRH. bbox=[1301, 1607, 1371, 1622]
paragraph: Save all broken bits of bread, dry them in the oven and roll for use instead of cracker crumbs. bbox=[1047, 606, 1259, 640]
ash-scuttle-figure bbox=[1047, 711, 1132, 853]
market-paragraph: Cheese—Steady. The receipts today were 24,735 lbs against 2843 yesterday. Full cream flats, 10¾@11c; Young Americas, 11@11½c; limburger, 10@10½c; brick, 9½@10c; Swiss, 13@14c. bbox=[1279, 373, 1554, 418]
subhead-kaiser: Informs Emperor that Libations Do Not Wipe Out Massacres. bbox=[121, 188, 324, 219]
paragraph: The Italian marines are being withdrawn. bbox=[127, 1870, 321, 1880]
paragraph: In a cellar or other cool storeroom where any amount of butter may be kept sweet and firm, cover the butter with a brine, as says the Delineator. First make the butter into rolls and wrap these in pieces of muslin. Make a brine of six quarts of water, using as much salt as an egg will float in it. Add two tablespoonfuls of granulated sugar and half a teaspoonful of saltpeter. Have the brine come to a boil, and when it is cold strain it over the butter. The brine should be kept in a crock and a plate put over the rolls to keep them under the surface to exclude the air. bbox=[1047, 1323, 1259, 1469]
signature: (Signed) WILLIAM I. R. bbox=[218, 1514, 328, 1525]
paragraph: Berlin, Oct. 3.—If the Chinese Emperor had any idea that his message to the Kaiser offering to pour libations on the altar as atonement for the murder of Baron von Ketteler, it is a case of misplaced confidence. bbox=[116, 299, 328, 355]
paragraph: Never ask what you have no right to know; never tell other people what they have no right to know.—Theodore L. Cuyler, D. D. bbox=[814, 1631, 1026, 1665]
ad-get: Get a well-known bbox=[1296, 1676, 1377, 1687]
column-1 bbox=[108, 132, 336, 2300]
market-paragraph: SHEEP—Receipts, 1 car; market steady; sheep, 3.00@3.75; lambs, 4.00@4.75. bbox=[1279, 853, 1554, 875]
deck-boers: British Convoy Loses Forty-eight Men—Train Derailed and Five Cold Stream Guards Killed. bbox=[357, 1563, 553, 1597]
subhead: Approve Kaiser's Words. bbox=[152, 497, 293, 509]
headline-whistles: Railway Whistles Interdicted. bbox=[1332, 1489, 1501, 1501]
logo-word-household: HOUSEHOLD bbox=[1066, 189, 1239, 215]
ad-local-climatic: LOCAL and CLIMATIC bbox=[1294, 1565, 1378, 1597]
paragraph: Washington, D. C., Oct. 3.—Late today the census bureau announced officially the population of Arkansas, the first state to be announced, as 1,311,564. This is an increase of 183,259 over the population in 1890 of 1,128,211, or 16.25 per cent. bbox=[349, 2048, 561, 2115]
paragraph: "The conscript officer has got them!" shouted a dozen voices. bbox=[814, 162, 1026, 185]
paragraph: —The section man sees his go-buy daily more miserable. The Missouri Pacific is offering a weed-killer on its Kansas line that is attached to the locomotives and does 100 miles of work a day. bbox=[1279, 1399, 1554, 1444]
try-item: Try swallowing saliva when troubled with sour stomach. bbox=[1047, 1123, 1259, 1145]
paragraph: London, Oct. 3.—The following dispatch has been received from Lord Roberts, dated Pretoria, October 2: bbox=[349, 1610, 561, 1643]
logo-word-department: Department bbox=[1091, 234, 1214, 256]
paragraph: "To the Emperor of China: I, the German Emperor, have received the telegram of your majesty. I have observed with satisfaction that your majesty is anxious to expiate according to the custom and precept of your religion the shameful murder of my minister, which set at naught all civilization. Yet, as the German Emperor and a Christian, I cannot regard that abominable crime as atoned for by a libation. Besides my murdered minister, there have gone before the throne of God a large number of our brethren of Christian faith, bishops and missionaries, women and children, who, for the sake of their faith, which is also ours, have died the violent death of martyrs and are accusers of your majesty. Do the libations commanded by your majesty suffice for all these innocent ones? I do not make your majesty personally responsible for the outrage against the legations, which are held inviolable among all nations, nor for the grievous wrongs done to so many nations and faiths and to the subjects of your majesty of my Christian belief. But the advisers of your majesty's throne and the officials on whose heads rests the blood-guilt of a crime which fills all Christian nations with horror, must expiate their abominable deed. When your majesty brings them to the punishment they have deserved, that I will regard as an expiation which will satisfy the nations of Christendom. bbox=[116, 948, 328, 1317]
divider bbox=[581, 168, 793, 169]
try-item: Try a wet towel to the back of the neck when sleepless. bbox=[1047, 1098, 1259, 1121]
headline-kitchen: Kitchen Economics. bbox=[1097, 282, 1208, 294]
market-paragraph: KANSAS CITY—Cattle—Receipts, 8000; market steady; native steers, 3.50@5.90; Texas steers, 2.80@4.65; cows and heifers, 2.00@4.60; Texas cows, 2.30@3.25. Hogs—Receipts, 8000; market steady; bulk of sales, 5.00@5.05. Sheep—Receipts, 2000; market steady; lambs, 4.00@5.50. bbox=[1279, 1203, 1554, 1260]
paragraph: As the procession passed the place where I was standing I asked an officer what he thought of it. bbox=[581, 1406, 793, 1440]
paragraph: Following is the reply of Emperor William to the Chinese Emperor's message: bbox=[116, 924, 328, 947]
margin-punch-holes bbox=[27, 137, 34, 2132]
paragraph: Wei Hai Wei, Province of Shan Tung, Monday, Oct. 1.—The British first-class cruiser Terrible and the British second-class cruiser Arethusa, with the transport Jelunga on board the third brigade of British Indian troops, started for Taku today at short notice. bbox=[116, 1697, 328, 1775]
ad-box-title: CATARRH bbox=[1428, 1572, 1517, 1593]
